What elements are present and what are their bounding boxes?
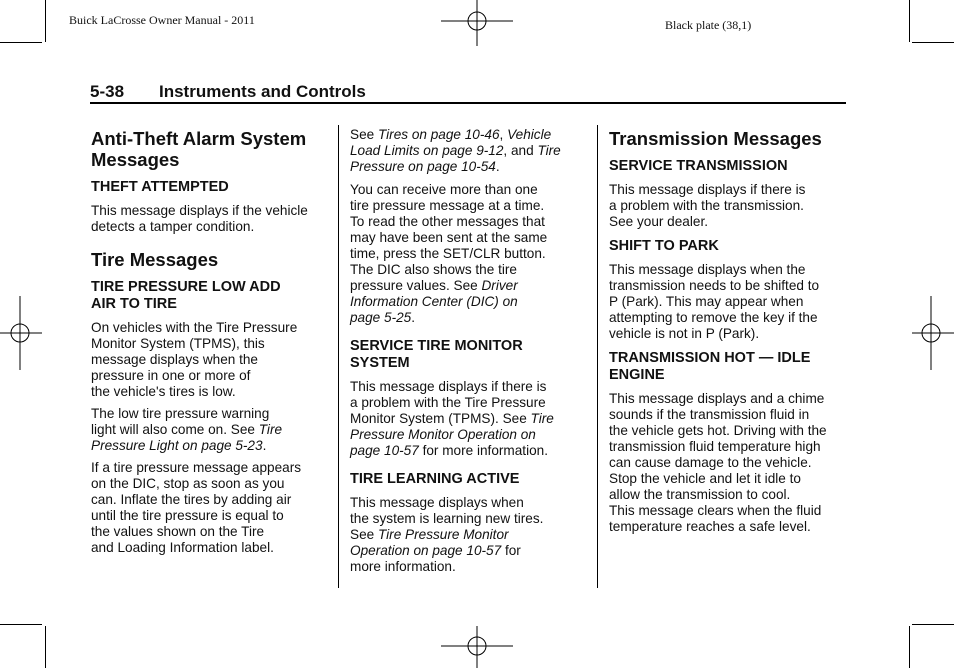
- cross-reference-link[interactable]: Driver: [481, 278, 518, 293]
- registration-mark-left-icon: [0, 296, 44, 370]
- section-heading-tire: Tire Messages: [91, 249, 219, 270]
- crop-mark-top-left-h: [0, 42, 42, 43]
- paragraph-service-tire-monitor: This message displays if there is a problem with the Tire Pressure Monitor System (TPMS). See Tire Pressure Monitor Operation on page 10-57 for more information.: [350, 379, 554, 458]
- subheading-tire-pressure-low: TIRE PRESSURE LOW ADD AIR TO TIRE: [91, 279, 281, 312]
- subheading-tire-learning-active: TIRE LEARNING ACTIVE: [350, 471, 520, 487]
- paragraph-transmission-hot: This message displays and a chime sounds if the transmission fluid in the vehicle gets hot. Driving with the transmission fluid temperature high can cause damage to the vehicle. Stop the vehicle and let it idle to allow the transmission to cool. This message clears when the fluid temperature reaches a safe level.: [609, 391, 827, 534]
- plate-title: Buick LaCrosse Owner Manual - 2011: [69, 13, 255, 27]
- cross-reference-link[interactable]: page 5-25: [350, 310, 412, 325]
- paragraph-tire-learning: This message displays when the system is learning new tires. See Tire Pressure Monitor Operation on page 10-57 for more information.: [350, 495, 544, 574]
- crop-mark-bottom-left-h: [0, 624, 42, 625]
- cross-reference-link[interactable]: Load Limits on page 9-12: [350, 143, 504, 158]
- column-divider-2: [597, 125, 598, 588]
- cross-reference-link[interactable]: Tire Pressure Monitor: [377, 527, 509, 542]
- paragraph-see-tires: See Tires on page 10-46, Vehicle Load Limits on page 9-12, and Tire Pressure on page 10-54.: [350, 127, 561, 174]
- subheading-service-tire-monitor: SERVICE TIRE MONITOR SYSTEM: [350, 338, 523, 371]
- crop-mark-top-right-v: [909, 0, 910, 42]
- crop-mark-bottom-left-v: [45, 626, 46, 668]
- registration-mark-bottom-icon: [441, 624, 515, 668]
- cross-reference-link[interactable]: Operation on page 10-57: [350, 543, 502, 558]
- cross-reference-link[interactable]: page 10-57: [350, 443, 419, 458]
- crop-mark-bottom-right-h: [912, 624, 954, 625]
- cross-reference-link[interactable]: Tire: [530, 411, 554, 426]
- column-3: [609, 125, 849, 535]
- subheading-service-transmission: SERVICE TRANSMISSION: [609, 158, 788, 174]
- cross-reference-link[interactable]: Pressure Monitor Operation on: [350, 427, 536, 442]
- cross-reference-link[interactable]: Pressure on page 10-54: [350, 159, 496, 174]
- registration-mark-top-icon: [441, 0, 515, 48]
- chapter-title: Instruments and Controls: [159, 82, 366, 101]
- subheading-theft-attempted: THEFT ATTEMPTED: [91, 179, 229, 195]
- running-header: [90, 80, 846, 104]
- cross-reference-link[interactable]: Vehicle: [507, 127, 552, 142]
- cross-reference-link[interactable]: Pressure Light on page 5-23: [91, 438, 263, 453]
- paragraph-theft: This message displays if the vehicle detects a tamper condition.: [91, 203, 308, 234]
- crop-mark-bottom-right-v: [909, 626, 910, 668]
- crop-mark-top-left-v: [45, 0, 46, 42]
- paragraph-tpms: On vehicles with the Tire Pressure Monitor System (TPMS), this message displays when the pressure in one or more of the vehicle's tires is low.: [91, 320, 298, 399]
- cross-reference-link[interactable]: Information Center (DIC) on: [350, 294, 518, 309]
- crop-mark-top-right-h: [912, 42, 954, 43]
- column-divider-1: [338, 125, 339, 588]
- subheading-transmission-hot: TRANSMISSION HOT — IDLE ENGINE: [609, 350, 811, 383]
- section-heading-transmission: Transmission Messages: [609, 128, 822, 149]
- paragraph-shift-to-park: This message displays when the transmission needs to be shifted to P (Park). This may appear when attempting to remove the key if the vehicle is not in P (Park).: [609, 262, 820, 341]
- page-number: 5-38: [90, 82, 125, 101]
- section-heading-anti-theft: Anti-Theft Alarm System Messages: [91, 128, 307, 170]
- subheading-shift-to-park: SHIFT TO PARK: [609, 238, 719, 254]
- column-1: [91, 125, 331, 556]
- registration-mark-right-icon: [910, 296, 954, 370]
- cross-reference-link[interactable]: Tires on page 10-46: [377, 127, 500, 142]
- paragraph-warning-light: The low tire pressure warning light will also come on. See Tire Pressure Light on page 5-23.: [91, 406, 283, 453]
- cross-reference-link[interactable]: Tire: [258, 422, 283, 437]
- paragraph-service-transmission: This message displays if there is a problem with the transmission. See your dealer.: [609, 182, 806, 229]
- column-2: [350, 125, 586, 575]
- paragraph-multiple-messages: You can receive more than one tire pressure message at a time. To read the other messages that may have been sent at the same time, press the SET/CLR button. The DIC also shows the tire pressure values. See Driver Information Center (DIC) on page 5-25.: [350, 182, 548, 325]
- paragraph-dic: If a tire pressure message appears on the DIC, stop as soon as you can. Inflate the tires by adding air until the tire pressure is equal to the values shown on the Tire and Loading Information label.: [91, 460, 302, 555]
- cross-reference-link[interactable]: Tire: [537, 143, 561, 158]
- plate-label: Black plate (38,1): [665, 18, 752, 32]
